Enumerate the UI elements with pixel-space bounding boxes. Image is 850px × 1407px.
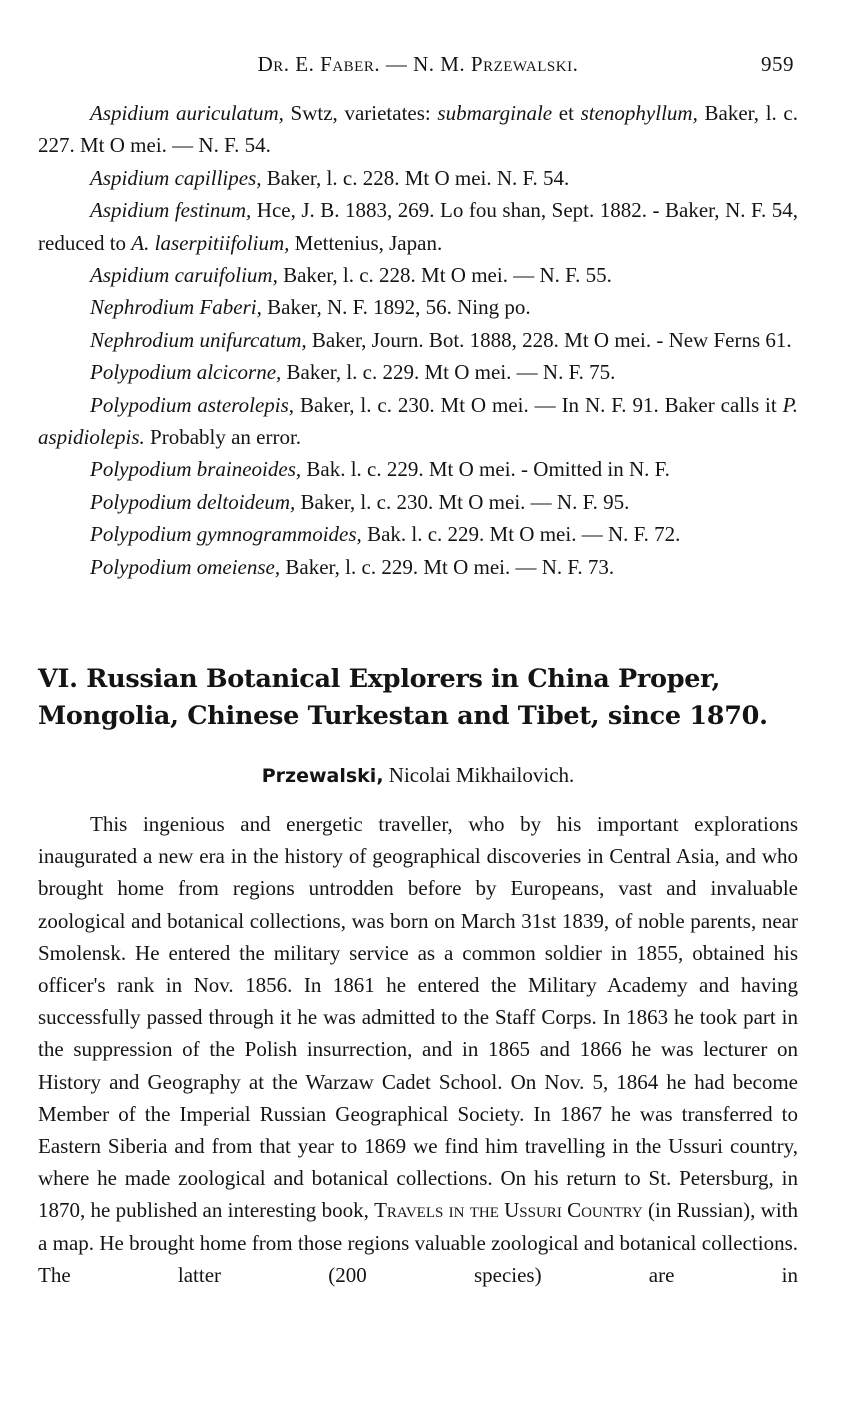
species-entry xyxy=(38,291,798,323)
species-name: stenophyllum, xyxy=(580,101,698,125)
species-entry xyxy=(38,518,798,550)
species-reference: Mettenius, Japan. xyxy=(289,230,443,255)
book-title: Travels in the Ussuri Country xyxy=(374,1198,643,1223)
species-name: A. laserpitiifolium, xyxy=(131,230,290,255)
species-entry xyxy=(38,551,798,583)
species-reference: Bak. l. c. 229. Mt O mei. - Omitted in N. F. xyxy=(301,457,670,482)
species-reference: Baker, l. c. 230. Mt O mei. — In N. F. 91. Baker calls it xyxy=(294,392,783,417)
species-entry xyxy=(38,389,798,454)
species-name: Aspidium auriculatum, xyxy=(90,101,284,125)
biography-heading xyxy=(38,759,798,792)
species-entry xyxy=(38,259,798,291)
species-entry xyxy=(38,324,798,356)
section-heading: VI. Russian Botanical Explorers in China Proper, Mongolia, Chinese Turkestan and Tibet, since 1870. xyxy=(38,664,768,731)
species-name: Polypodium braineoides, xyxy=(90,457,302,482)
species-reference: Baker, l. c. 230. Mt O mei. — N. F. 95. xyxy=(295,489,630,514)
species-name: Polypodium gymnogrammoides, xyxy=(90,522,362,547)
fern-species-list xyxy=(38,97,798,583)
species-entry xyxy=(38,162,798,194)
surname: Przewalski, xyxy=(261,765,384,787)
species-name: submarginale xyxy=(437,101,553,125)
species-reference: Baker, l. c. 229. Mt O mei. — N. F. 75. xyxy=(281,360,616,385)
species-name: Polypodium asterolepis, xyxy=(90,392,295,417)
species-reference: Baker, Journ. Bot. 1888, 228. Mt O mei. - New Ferns 61. xyxy=(306,327,792,352)
species-name: P. aspidiolepis. xyxy=(38,392,798,450)
species-reference: Baker, l. c. 229. Mt O mei. — N. F. 73. xyxy=(280,554,615,579)
running-head-title: Dr. E. Faber. — N. M. Przewalski. xyxy=(257,52,579,76)
species-entry xyxy=(38,453,798,485)
biography-text-part-1: This ingenious and energetic traveller, who by his important explorations inaugurated a new era in the history of geographical discoveries in Central Asia, and who brought home from regions untrodden before by Europeans, vast and invaluable zoological and botanical collections, was born on March 31st 1839, of noble parents, near Smolensk. He entered the military service as a common soldier in 1855, obtained his officer's rank in Nov. 1856. In 1861 he entered the Military Academy and having successfully passed through it he was admitted to the Staff Corps. In 1863 he took part in the suppression of the Polish insurrection, and in 1865 and 1866 he was lecturer on History and Geography at the Warzaw Cadet School. On Nov. 5, 1864 he had become Member of the Imperial Russian Geographical Society. In 1867 he was transferred to Eastern Siberia and from that year to 1869 we find him travelling in the Ussuri country, where he made zoological and botanical collections. On his return to St. Petersburg, in 1870, he published an interesting book, xyxy=(38,812,798,1223)
page-number: 959 xyxy=(761,52,794,76)
species-reference: Baker, l. c. 228. Mt O mei. N. F. 54. xyxy=(261,165,570,190)
species-reference: et xyxy=(552,101,581,125)
species-name: Nephrodium Faberi, xyxy=(90,295,262,320)
species-reference: Probably an error. xyxy=(144,425,302,450)
species-entry xyxy=(38,194,798,259)
species-reference: Baker, l. c. 227. Mt O mei. — N. F. 54. xyxy=(38,101,799,158)
species-reference: Baker, N. F. 1892, 56. Ning po. xyxy=(261,295,531,320)
biography-text-part-2: (in Russian), with a map. He brought home from those regions valuable zoological and botanical collections. The latter (200 species) are in xyxy=(38,1198,798,1287)
species-name: Polypodium alcicorne, xyxy=(90,360,282,385)
running-head xyxy=(38,52,798,82)
species-name: Polypodium omeiense, xyxy=(90,554,281,579)
species-name: Polypodium deltoideum, xyxy=(90,489,296,514)
species-reference: Bak. l. c. 229. Mt O mei. — N. F. 72. xyxy=(361,522,681,547)
book-page xyxy=(38,0,798,1407)
species-name: Aspidium festinum, xyxy=(90,198,252,223)
species-entry xyxy=(38,356,798,388)
species-reference: Baker, l. c. 228. Mt O mei. — N. F. 55. xyxy=(277,263,612,288)
species-name: Aspidium capillipes, xyxy=(90,165,262,190)
species-reference: Swtz, varietates: xyxy=(283,101,438,125)
species-entry xyxy=(38,97,798,162)
species-reference: Hce, J. B. 1883, 269. Lo fou shan, Sept. 1882. - Baker, N. F. 54, reduced to xyxy=(38,198,799,255)
given-names: Nicolai Mikhailovich. xyxy=(383,763,575,787)
species-name: Aspidium caruifolium, xyxy=(90,263,278,288)
species-entry xyxy=(38,486,798,518)
biography-paragraph xyxy=(38,808,798,1291)
species-name: Nephrodium unifurcatum, xyxy=(90,327,307,352)
